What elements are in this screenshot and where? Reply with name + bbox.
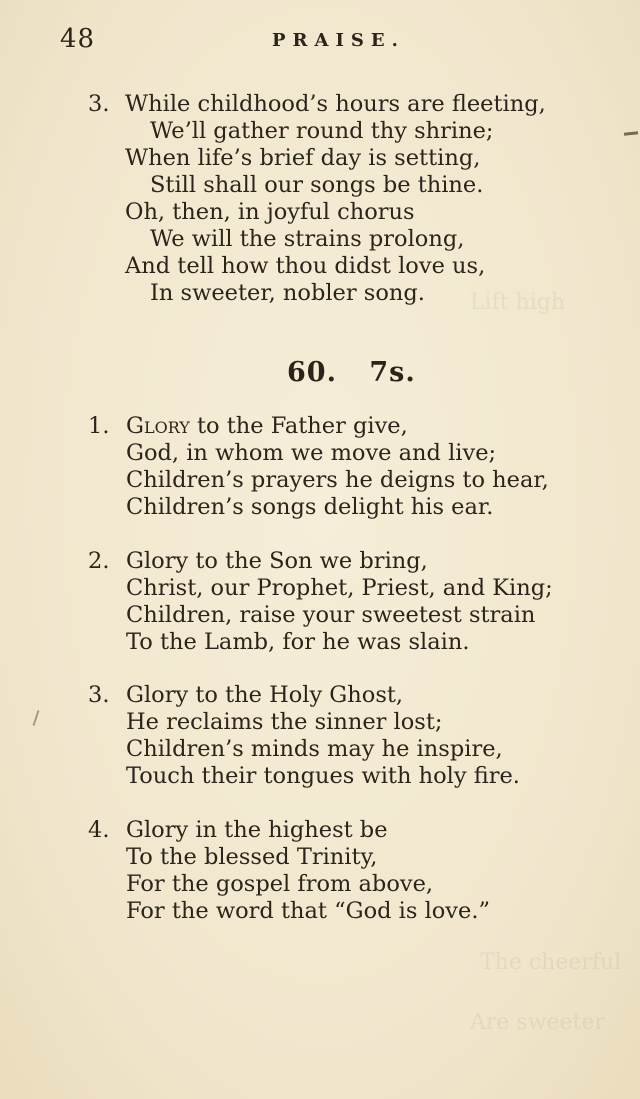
verse-text: Glory to the Holy Ghost, bbox=[126, 682, 404, 708]
verse-text: Still shall our songs be thine. bbox=[150, 172, 484, 198]
verse-line bbox=[0, 226, 640, 253]
verse-line bbox=[0, 763, 640, 790]
verse-text bbox=[126, 413, 408, 440]
stanza-number: 3. bbox=[88, 682, 110, 708]
verse-text: In sweeter, nobler song. bbox=[150, 280, 425, 306]
verse-text: We will the strains prolong, bbox=[150, 226, 465, 252]
show-through-text: Are sweeter bbox=[470, 1010, 605, 1035]
verse-line bbox=[0, 145, 640, 172]
verse-text: To the Lamb, for he was slain. bbox=[126, 629, 470, 655]
verse-line bbox=[0, 280, 640, 307]
verse-text: For the gospel from above, bbox=[126, 871, 434, 897]
verse-line bbox=[0, 413, 640, 440]
verse-line bbox=[0, 575, 640, 602]
verse-line bbox=[0, 548, 640, 575]
verse-text: Children’s minds may he inspire, bbox=[126, 736, 503, 762]
verse-line bbox=[0, 253, 640, 280]
verse-line bbox=[0, 494, 640, 521]
verse-text: God, in whom we move and live; bbox=[126, 440, 497, 466]
show-through-text: The cheerful bbox=[480, 950, 622, 975]
verse-line bbox=[0, 898, 640, 925]
stanza-1 bbox=[0, 413, 640, 521]
verse-text: Glory to the Son we bring, bbox=[126, 548, 428, 574]
verse-text: Touch their tongues with holy fire. bbox=[126, 763, 520, 789]
page-number: 48 bbox=[60, 24, 96, 54]
stanza-number: 2. bbox=[88, 548, 110, 574]
verse-line bbox=[0, 871, 640, 898]
verse-line bbox=[0, 91, 640, 118]
running-title: PRAISE. bbox=[272, 30, 405, 51]
verse-line bbox=[0, 709, 640, 736]
hymn-meter: 7s. bbox=[369, 357, 416, 388]
verse-text: And tell how thou didst love us, bbox=[125, 253, 486, 279]
verse-text: For the word that “God is love.” bbox=[126, 898, 490, 924]
verse-text: While childhood’s hours are fleeting, bbox=[125, 91, 546, 117]
carry-over-stanza bbox=[0, 91, 640, 307]
verse-text: When life’s brief day is setting, bbox=[125, 145, 481, 171]
verse-line bbox=[0, 440, 640, 467]
verse-line bbox=[0, 467, 640, 494]
verse-text: To the blessed Trinity, bbox=[126, 844, 378, 870]
verse-text: Children’s prayers he deigns to hear, bbox=[126, 467, 549, 493]
verse-line bbox=[0, 602, 640, 629]
verse-line bbox=[0, 172, 640, 199]
verse-line bbox=[0, 817, 640, 844]
stanza-3 bbox=[0, 682, 640, 790]
verse-text: Children, raise your sweetest strain bbox=[126, 602, 536, 628]
verse-text: Christ, our Prophet, Priest, and King; bbox=[126, 575, 553, 601]
verse-line bbox=[0, 736, 640, 763]
hymn-heading bbox=[287, 357, 416, 388]
verse-text: We’ll gather round thy shrine; bbox=[150, 118, 494, 144]
verse-text-rest: to the Father give, bbox=[189, 413, 408, 439]
verse-line bbox=[0, 118, 640, 145]
stanza-2 bbox=[0, 548, 640, 656]
verse-line bbox=[0, 629, 640, 656]
stanza-number: 4. bbox=[88, 817, 110, 843]
verse-line bbox=[0, 844, 640, 871]
verse-text: He reclaims the sinner lost; bbox=[126, 709, 443, 735]
hymn-number: 60. bbox=[287, 357, 337, 388]
stanza-4 bbox=[0, 817, 640, 925]
verse-text: Glory in the highest be bbox=[126, 817, 388, 843]
verse-lead-word: Glory bbox=[126, 413, 190, 439]
verse-text: Oh, then, in joyful chorus bbox=[125, 199, 415, 225]
verse-line bbox=[0, 199, 640, 226]
verse-line bbox=[0, 682, 640, 709]
stanza-number: 1. bbox=[88, 413, 110, 439]
show-through-text: Lift high bbox=[470, 290, 566, 315]
stanza-number: 3. bbox=[88, 91, 110, 117]
verse-text: Children’s songs delight his ear. bbox=[126, 494, 494, 520]
